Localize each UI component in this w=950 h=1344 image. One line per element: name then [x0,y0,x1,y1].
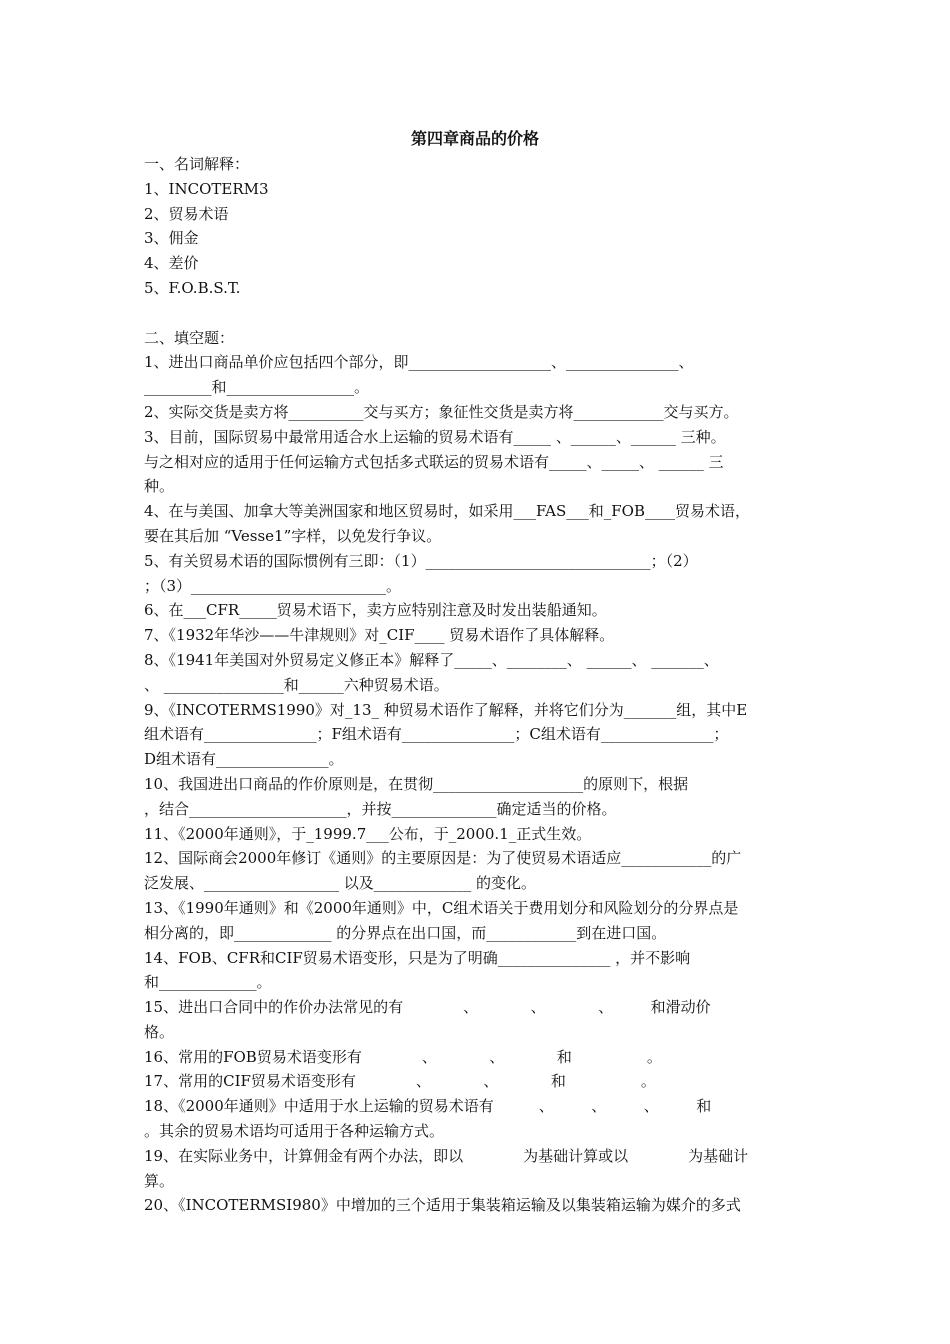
question-line: 组术语有_______________；F组术语有_______________；C组术语有_______________； [144,725,729,744]
page-title: 第四章商品的价格 [410,129,539,148]
term-item: 3、佣金 [144,229,199,248]
term-item: 4、差价 [144,254,199,273]
section-heading: 二、填空题： [144,328,235,347]
question-line: 12、国际商会2000年修订《通则》的主要原因是：为了使贸易术语适应____________的广 [144,849,742,868]
question-line: 与之相对应的适用于任何运输方式包括多式联运的贸易术语有_____、_____、 ______ 三 [144,452,724,471]
question-line: 8、《1941年美国对外贸易定义修正本》解释了_____、________、 ______、 _______、 [144,650,719,669]
question-line: 要在其后加 “Vesse1”字样，以免发行争议。 [144,526,442,545]
question-line: 相分离的，即_____________ 的分界点在出口国，而____________到在进口国。 [144,923,667,942]
question-line: 种。 [144,477,175,496]
question-line: 11、《2000年通则》，于_1999.7___公布，于_2000.1_正式生效。 [144,824,592,843]
term-item: 2、贸易术语 [144,204,229,223]
question-line: 。其余的贸易术语均可适用于各种运输方式。 [144,1122,445,1141]
question-line: 13、《1990年通则》和《2000年通则》中，C组术语关于费用划分和风险划分的分界点是 [144,898,739,917]
question-line: 5、有关贸易术语的国际惯例有三即：（1）______________________________；（2） [144,551,698,570]
question-line: 1、进出口商品单价应包括四个部分，即___________________、_______________、 [144,353,694,372]
question-line: 7、《1932年华沙——牛津规则》对_CIF____ 贸易术语作了具体解释。 [144,626,615,645]
term-item: 5、F.O.B.S.T. [144,278,241,297]
document-body [144,152,808,1218]
question-line: 16、常用的FOB贸易术语变形有 、 、 和 。 [144,1047,662,1066]
question-line: 和_____________。 [144,973,272,992]
question-line: 4、在与美国、加拿大等美洲国家和地区贸易时，如采用___FAS___和_FOB____贸易术语， [144,502,750,521]
question-line: 2、实际交货是卖方将__________交与买方；象征性交货是卖方将____________交与买方。 [144,402,739,421]
question-line: 9、《INCOTERMS1990》对_13_ 种贸易术语作了解释，并将它们分为_______组，其中E [144,700,748,719]
question-line: 15、进出口合同中的作价办法常见的有 、 、 、 和滑动价 [144,998,711,1017]
question-line: _________和_________________。 [144,378,370,397]
question-line: 20、《INCOTERMSI980》中增加的三个适用于集装箱运输及以集装箱运输为媒介的多式 [144,1196,741,1215]
question-line: ；（3）__________________________。 [144,576,402,595]
question-line: 10、我国进出口商品的作价原则是，在贯彻____________________的原则下，根据 [144,774,689,793]
question-line: D组术语有_______________。 [144,750,344,769]
blank-line [144,301,808,326]
section-heading: 一、名词解释： [144,155,250,173]
question-line: 19、在实际业务中，计算佣金有两个办法，即以 为基础计算或以 为基础计 [144,1146,749,1165]
question-line: 6、在___CFR_____贸易术语下，卖方应特别注意及时发出装船通知。 [144,601,607,620]
question-line: 17、常用的CIF贸易术语变形有 、 、 和 。 [144,1072,656,1091]
question-line: 、 ________________和______六种贸易术语。 [144,675,449,694]
question-line: 格。 [144,1022,175,1041]
question-line: 14、FOB、CFR和CIF贸易术语变形，只是为了明确_______________ ，并不影响 [144,948,691,967]
question-line: 泛发展、__________________ 以及_____________ 的变化。 [144,874,537,893]
question-line: 3、目前，国际贸易中最常用适合水上运输的贸易术语有_____ 、______、______ 三种。 [144,427,726,446]
question-line: ，结合_____________________，并按______________确定适当的价格。 [144,799,617,818]
question-line: 18、《2000年通则》中适用于水上运输的贸易术语有 、 、 、 和 [144,1097,712,1116]
term-item: 1、INCOTERM3 [144,179,269,198]
question-line: 算。 [144,1171,175,1190]
